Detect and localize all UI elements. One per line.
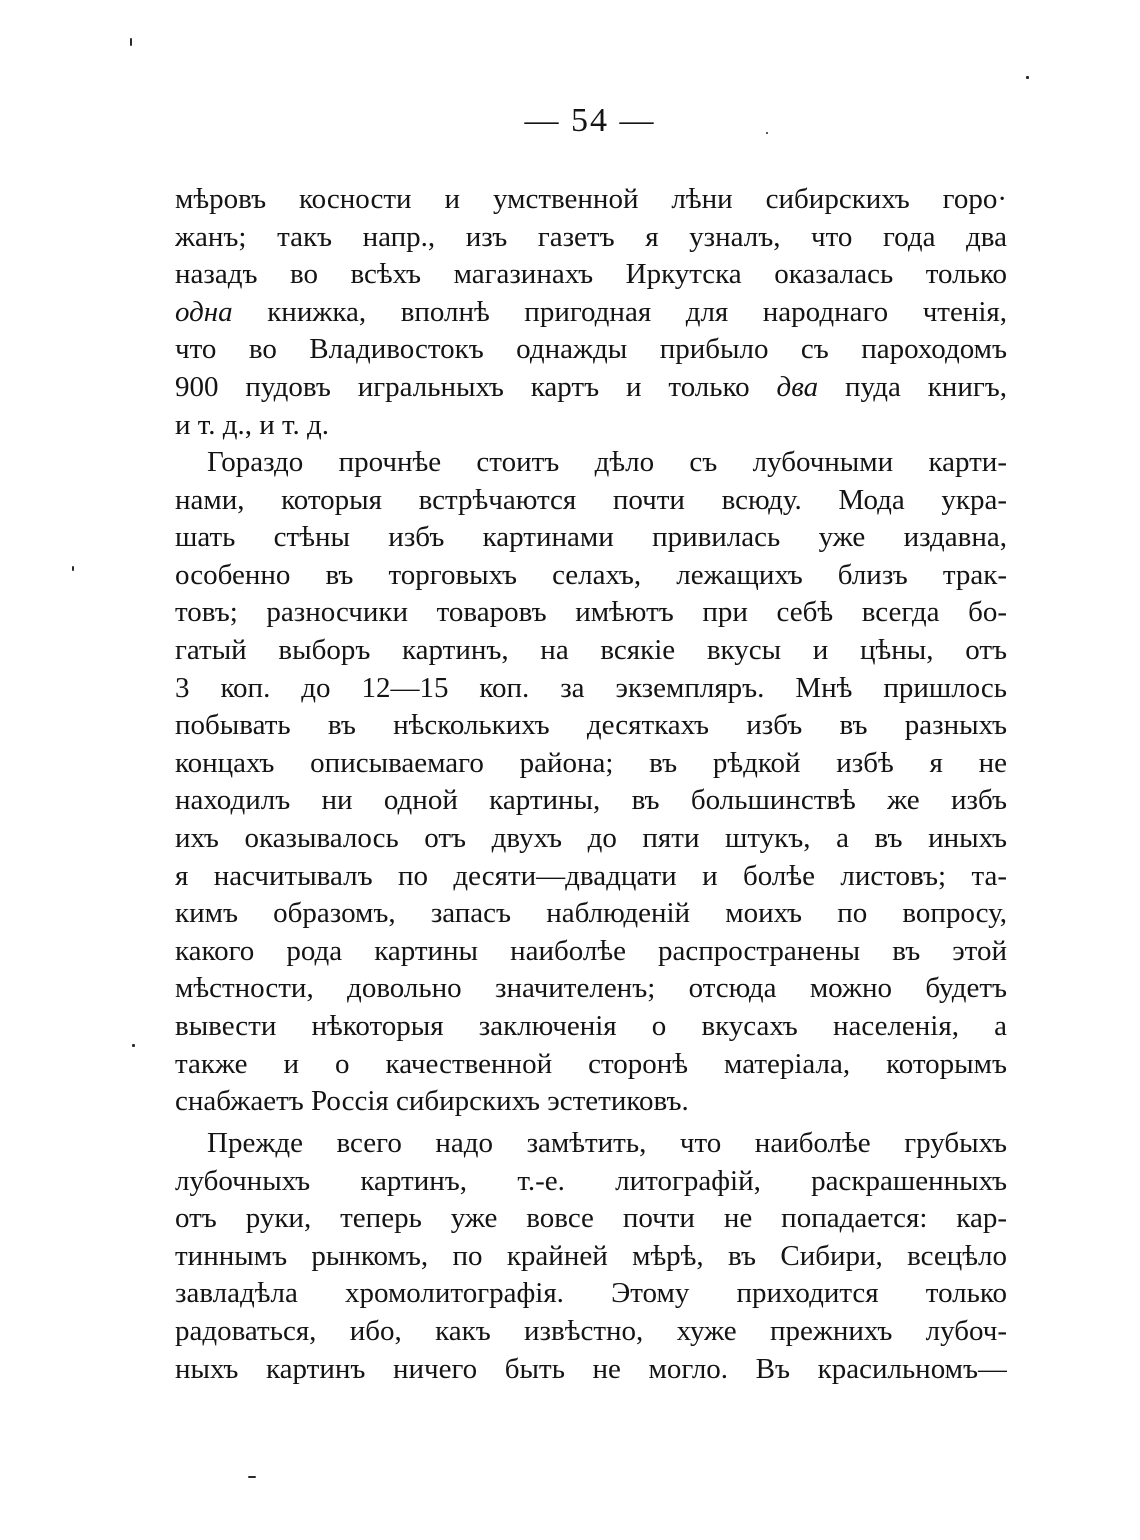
text-line: концахъ описываемаго района; въ рѣдкой избѣ я не <box>175 746 1007 779</box>
text-line: также и о качественной сторонѣ матеріала, которымъ <box>175 1047 1007 1080</box>
emphasis-word: два <box>776 370 819 403</box>
page-number: — 54 — <box>524 102 656 139</box>
text-line: гатый выборъ картинъ, на всякіе вкусы и цѣны, отъ <box>175 633 1007 666</box>
text-line <box>175 294 1007 332</box>
text-line <box>175 369 1007 407</box>
text-line: снабжаетъ Россія сибирскихъ эстетиковъ. <box>175 1085 689 1118</box>
text-line: назадъ во всѣхъ магазинахъ Иркутска оказалась только <box>175 258 1007 291</box>
text-line: мѣровъ косности и умственной лѣни сибирскихъ горо· <box>175 183 1007 215</box>
paragraph-1 <box>175 181 1007 444</box>
text-line: ныхъ картинъ ничего быть не могло. Въ красильномъ— <box>175 1352 1007 1385</box>
text-span: книжка, вполнѣ пригодная для народнаго чтенія, <box>232 295 1007 328</box>
text-line: отъ руки, теперь уже вовсе почти не попадается: кар- <box>175 1202 1007 1235</box>
scan-speck <box>1026 76 1029 79</box>
scan-speck <box>132 1044 135 1047</box>
text-line: 3 коп. до 12—15 коп. за экземпляръ. Мнѣ пришлось <box>175 671 1007 704</box>
text-line: вывести нѣкоторыя заключенія о вкусахъ населенія, а <box>175 1009 1007 1042</box>
text-line: лубочныхъ картинъ, т.-е. литографій, раскрашенныхъ <box>175 1164 1007 1197</box>
text-line: жанъ; такъ напр., изъ газетъ я узналъ, что года два <box>175 220 1007 253</box>
text-span: пуда книгъ, <box>818 370 1007 403</box>
text-line: и т. д., и т. д. <box>175 408 330 441</box>
text-line: кимъ образомъ, запасъ наблюденій моихъ по вопросу, <box>175 897 1007 930</box>
scan-speck <box>72 566 74 571</box>
paragraph-3 <box>175 1125 1007 1388</box>
text-line: я насчитывалъ по десяти—двадцати и болѣе листовъ; та- <box>175 859 1007 892</box>
emphasis-word: одна <box>175 295 233 328</box>
text-line: радоваться, ибо, какъ извѣстно, хуже прежнихъ лубоч- <box>175 1314 1007 1347</box>
scan-speck <box>766 132 768 134</box>
text-line: особенно въ торговыхъ селахъ, лежащихъ близъ трак- <box>175 558 1007 591</box>
text-line: шать стѣны избъ картинами привилась уже издавна, <box>175 521 1007 554</box>
text-line: нами, которыя встрѣчаются почти всюду. Мода укра- <box>175 483 1007 516</box>
text-line: что во Владивостокъ однажды прибыло съ пароходомъ <box>175 333 1007 366</box>
text-line: Гораздо прочнѣе стоитъ дѣло съ лубочными карти- <box>207 446 1007 478</box>
text-span: 900 пудовъ игральныхъ картъ и только <box>175 370 777 403</box>
text-line: товъ; разносчики товаровъ имѣютъ при себѣ всегда бо- <box>175 596 1007 629</box>
scan-speck <box>130 38 132 46</box>
paragraph-2 <box>175 444 1007 1121</box>
text-line: ихъ оказывалось отъ двухъ до пяти штукъ, а въ иныхъ <box>175 821 1007 854</box>
text-line: какого рода картины наиболѣе распространены въ этой <box>175 934 1007 967</box>
text-line: побывать въ нѣсколькихъ десяткахъ избъ въ разныхъ <box>175 709 1007 742</box>
text-line: тиннымъ рынкомъ, по крайней мѣрѣ, въ Сибири, всецѣло <box>175 1239 1007 1272</box>
text-line: мѣстности, довольно значителенъ; отсюда можно будетъ <box>175 972 1007 1005</box>
text-line: находилъ ни одной картины, въ большинствѣ же избъ <box>175 784 1007 817</box>
text-line: завладѣла хромолитографія. Этому приходится только <box>175 1277 1007 1310</box>
scan-speck <box>248 1476 256 1478</box>
text-line: Прежде всего надо замѣтить, что наиболѣе грубыхъ <box>207 1127 1007 1159</box>
